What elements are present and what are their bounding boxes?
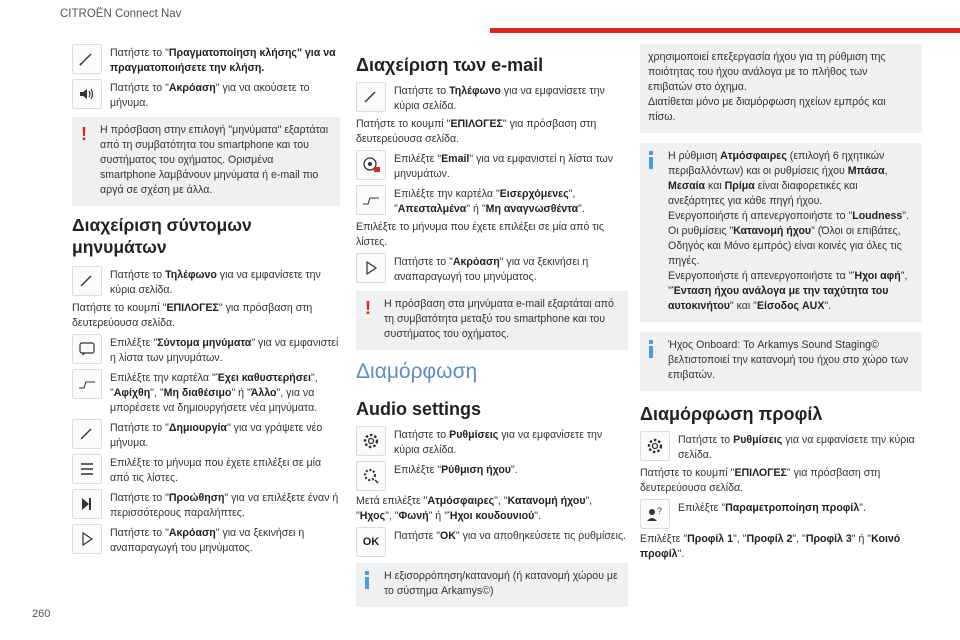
info-icon (649, 340, 653, 358)
accent-bar (490, 28, 960, 33)
email-step-phone: Πατήστε το Τηλέφωνο για να εμφανίσετε την κύρια σελίδα. (356, 82, 628, 114)
pen-icon (72, 44, 102, 74)
step-play: Πατήστε το "Ακρόαση" για να ξεκινήσει η αναπαραγωγή του μηνύματος. (72, 524, 340, 556)
header-title: CITROËN Connect Nav (60, 8, 182, 20)
ok-button-icon: OK (356, 527, 386, 557)
step-choose: Επιλέξτε το μήνυμα που έχετε επιλέξει σε μία από τις λίστες. (72, 454, 340, 486)
list-icon (72, 454, 102, 484)
forward-icon (72, 489, 102, 519)
profile-select-text: Επιλέξτε "Προφίλ 1", "Προφίλ 2", "Προφίλ 3" ή "Κοινό προφίλ". (640, 533, 901, 560)
email-step-select: Επιλέξτε "Email" για να εμφανιστεί η λίστα των μηνυμάτων. (356, 150, 628, 182)
warning-note-messages: ! Η πρόσβαση στην επιλογή "μηνύματα" εξαρτάται από τη συμβατότητα του smartphone και του συστήματος του οχήματος. Ορισμένα smartphone λαμβάνουν μηνύματα ή e-mail πιο αργά σε σχέση με άλλα. (72, 117, 340, 206)
email-step-tab: Επιλέξτε την καρτέλα "Εισερχόμενες", "Απεσταλμένα" ή "Μη αναγνωσθέντα". (356, 185, 628, 217)
tab-icon (356, 185, 386, 215)
heading-profile: Διαμόρφωση προφίλ (640, 404, 823, 424)
audio-options-text: Μετά επιλέξτε "Ατμόσφαιρες", "Κατανομή ήχου", "Ηχος", "Φωνή" ή "Ήχοι κουδουνιού". (356, 495, 593, 522)
profile-step-customize: ? Επιλέξτε "Παραμετροποίηση προφίλ". (640, 499, 922, 529)
email-step-play: Πατήστε το "Ακρόαση" για να ξεκινήσει η αναπαραγωγή του μηνύματος. (356, 253, 628, 285)
heading-email: Διαχείριση των e-mail (356, 55, 544, 75)
tab-icon (72, 369, 102, 399)
heading-sms: Διαχείριση σύντομων μηνυμάτων (72, 215, 252, 257)
step-forward: Πατήστε το "Προώθηση" για να επιλέξετε έναν ή περισσότερους παραλήπτες. (72, 489, 340, 521)
svg-text:?: ? (657, 506, 663, 516)
heading-audio: Audio settings (356, 399, 481, 419)
step-phone: Πατήστε το Τηλέφωνο για να εμφανίσετε την κύρια σελίδα. (72, 266, 340, 298)
page-number: 260 (32, 608, 51, 620)
gear-icon (356, 426, 386, 456)
pen-icon (356, 82, 386, 112)
email-choose-text: Επιλέξτε το μήνυμα που έχετε επιλέξει σε μία από τις λίστες. (356, 221, 604, 248)
profile-options-text: Πατήστε το κουμπί "ΕΠΙΛΟΓΕΣ" για πρόσβαση στη δευτερεύουσα σελίδα. (640, 467, 881, 494)
play-icon (72, 524, 102, 554)
column-1 (72, 44, 340, 559)
speaker-icon (72, 79, 102, 109)
info-note-balance: Η εξισορρόπηση/κατανομή (ή κατανομή χώρου με το σύστημα Arkamys©) (356, 563, 628, 607)
gear-icon (640, 431, 670, 461)
step-listen: Πατήστε το "Ακρόαση" για να ακούσετε το μήνυμα. (72, 79, 340, 111)
step-call: Πατήστε το "Πραγματοποίηση κλήσης" για να πραγματοποιήσετε την κλήση. (72, 44, 340, 76)
sound-settings-icon (356, 461, 386, 491)
profile-icon (640, 499, 670, 529)
pen-icon (72, 419, 102, 449)
warning-icon: ! (365, 298, 371, 318)
message-icon (72, 334, 102, 364)
column-2 (356, 44, 628, 615)
info-icon (365, 571, 369, 589)
info-note-onboard: Ήχος Onboard: Το Arkamys Sound Staging© βελτιστοποιεί την κατανομή του ήχου στο χώρο των επιβατών. (640, 332, 922, 391)
step-sms-tab: Επιλέξτε την καρτέλα "Έχει καθυστερήσει", "Αφίχθη", "Μη διαθέσιμο" ή "Άλλο", για να μπορέσετε να δημιουργήσετε νέα μηνύματα. (72, 369, 340, 416)
section-title: Διαμόρφωση (356, 360, 478, 383)
info-icon (649, 151, 653, 169)
audio-step-settings: Πατήστε το Ρυθμίσεις για να εμφανίσετε την κύρια σελίδα. (356, 426, 628, 458)
info-note-continued: χρησιμοποιεί επεξεργασία ήχου για τη ρύθμιση της ποιότητας του ήχου ανάλογα με το πλήθος των επιβατών στο όχημα. Διατίθεται μόνο με διαμόρφωση ηχείων εμπρός και πίσω. (640, 44, 922, 133)
profile-step-settings: Πατήστε το Ρυθμίσεις για να εμφανίσετε την κύρια σελίδα. (640, 431, 922, 463)
warning-icon: ! (81, 124, 87, 144)
email-icon (356, 150, 386, 180)
warning-note-email: ! Η πρόσβαση στα μηνύματα e-mail εξαρτάται από τη συμβατότητα μεταξύ του smartphone και του συστήματος του οχήματος. (356, 291, 628, 350)
audio-step-sound: Επιλέξτε "Ρύθμιση ήχου". (356, 461, 628, 491)
step-create: Πατήστε το "Δημιουργία" για να γράψετε νέο μήνυμα. (72, 419, 340, 451)
info-note-ambience: Η ρύθμιση Ατμόσφαιρες (επιλογή 6 ηχητικών περιβαλλόντων) και οι ρυθμίσεις ήχου Μπάσα, Μεσαία και Πρίμα είναι διαφορετικές και ανεξάρτητες για κάθε πηγή ήχου. Ενεργοποιήστε ή απενεργοποιήστε το "Loudness". Οι ρυθμίσεις "Κατανομή ήχου" (Όλοι οι επιβάτες, Οδηγός και Μόνο εμπρός) είναι κοινές για όλες τις πηγές. Ενεργοποιήστε ή απενεργοποιήστε τα "Ήχοι αφή", "Ένταση ήχου ανάλογα με την ταχύτητα του αυτοκινήτου" και "Είσοδος AUX". (640, 143, 922, 322)
email-options-text: Πατήστε το κουμπί "ΕΠΙΛΟΓΕΣ" για πρόσβαση στη δευτερεύουσα σελίδα. (356, 118, 597, 145)
options-text: Πατήστε το κουμπί "ΕΠΙΛΟΓΕΣ" για πρόσβαση στη δευτερεύουσα σελίδα. (72, 302, 313, 329)
audio-step-ok: OK Πατήστε "OK" για να αποθηκεύσετε τις ρυθμίσεις. (356, 527, 628, 557)
column-3 (640, 44, 922, 565)
step-sms-select: Επιλέξτε "Σύντομα μηνύματα" για να εμφανιστεί η λίστα των μηνυμάτων. (72, 334, 340, 366)
pen-icon (72, 266, 102, 296)
play-icon (356, 253, 386, 283)
